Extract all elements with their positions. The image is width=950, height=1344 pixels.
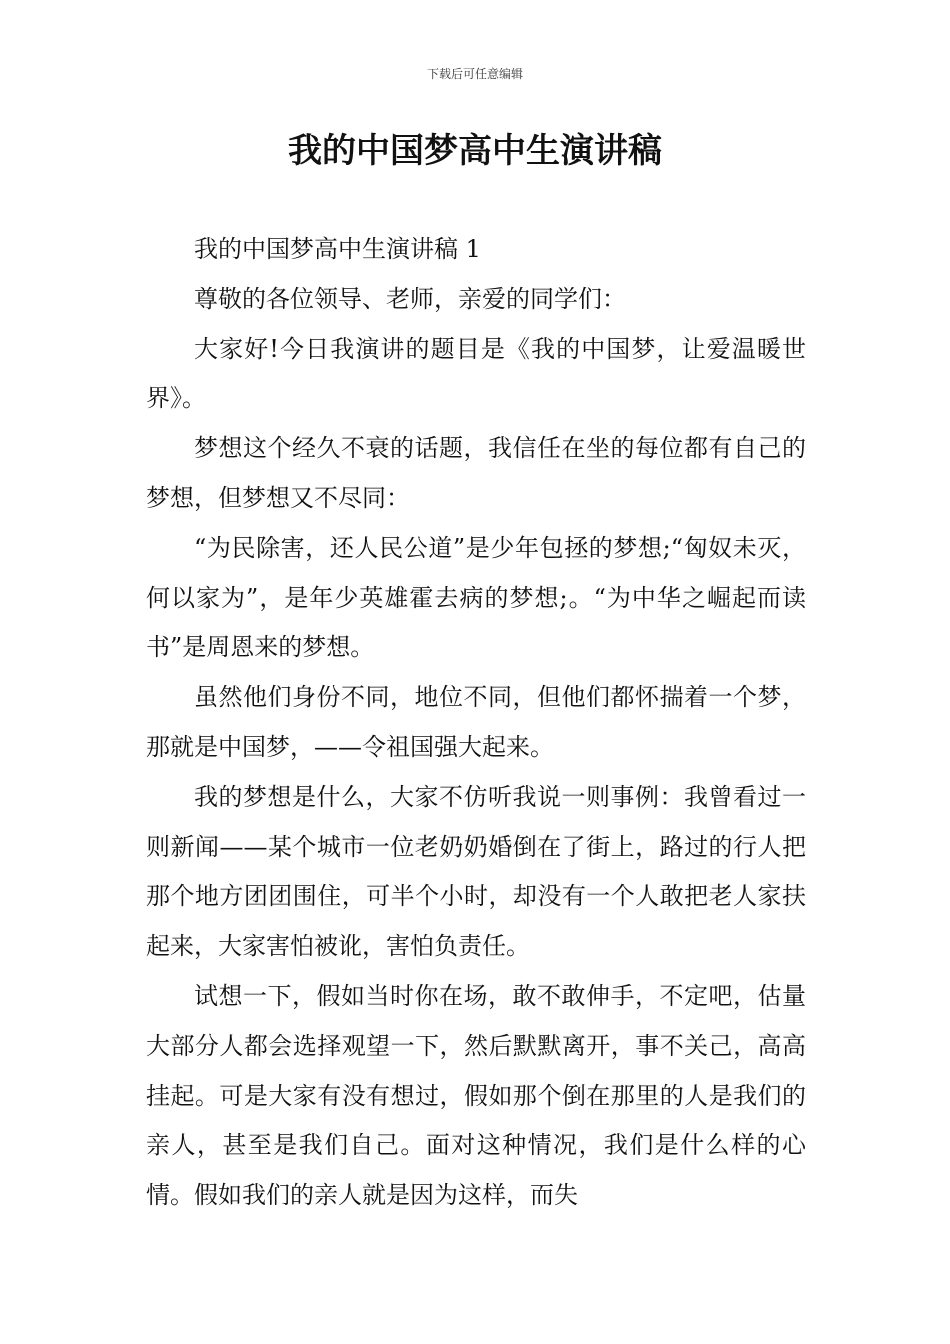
paragraph: 试想一下，假如当时你在场，敢不敢伸手，不定吧，估量大部分人都会选择观望一下，然后默默离开，事不关己，高高挂起。可是大家有没有想过，假如那个倒在那里的人是我们的亲人，甚至是我们自己。面对这种情况，我们是什么样的心情。假如我们的亲人就是因为这样，而失 [146, 981, 806, 1210]
document-body [146, 225, 806, 1221]
paragraph: “为民除害，还人民公道”是少年包拯的梦想;“匈奴未灭，何以家为”，是年少英雄霍去病的梦想;。“为中华之崛起而读书”是周恩来的梦想。 [146, 533, 806, 662]
paragraph: 我的梦想是什么，大家不仿听我说一则事例：我曾看过一则新闻——某个城市一位老奶奶婚倒在了街上，路过的行人把那个地方团团围住，可半个小时，却没有一个人敢把老人家扶起来，大家害怕被讹，害怕负责任。 [146, 782, 806, 961]
document-title: 我的中国梦高中生演讲稿 [288, 131, 662, 171]
paragraph: 梦想这个经久不衰的话题，我信任在坐的每位都有自己的梦想，但梦想又不尽同： [146, 434, 806, 512]
header-note: 下载后可任意编辑 [426, 67, 523, 81]
paragraph-subtitle: 我的中国梦高中生演讲稿 1 [194, 235, 481, 263]
paragraph-salutation: 尊敬的各位领导、老师，亲爱的同学们： [194, 284, 626, 313]
paragraph: 大家好!今日我演讲的题目是《我的中国梦，让爱温暖世界》。 [146, 334, 806, 413]
paragraph: 虽然他们身份不同，地位不同，但他们都怀揣着一个梦，那就是中国梦，——令祖国强大起来。 [146, 683, 806, 761]
